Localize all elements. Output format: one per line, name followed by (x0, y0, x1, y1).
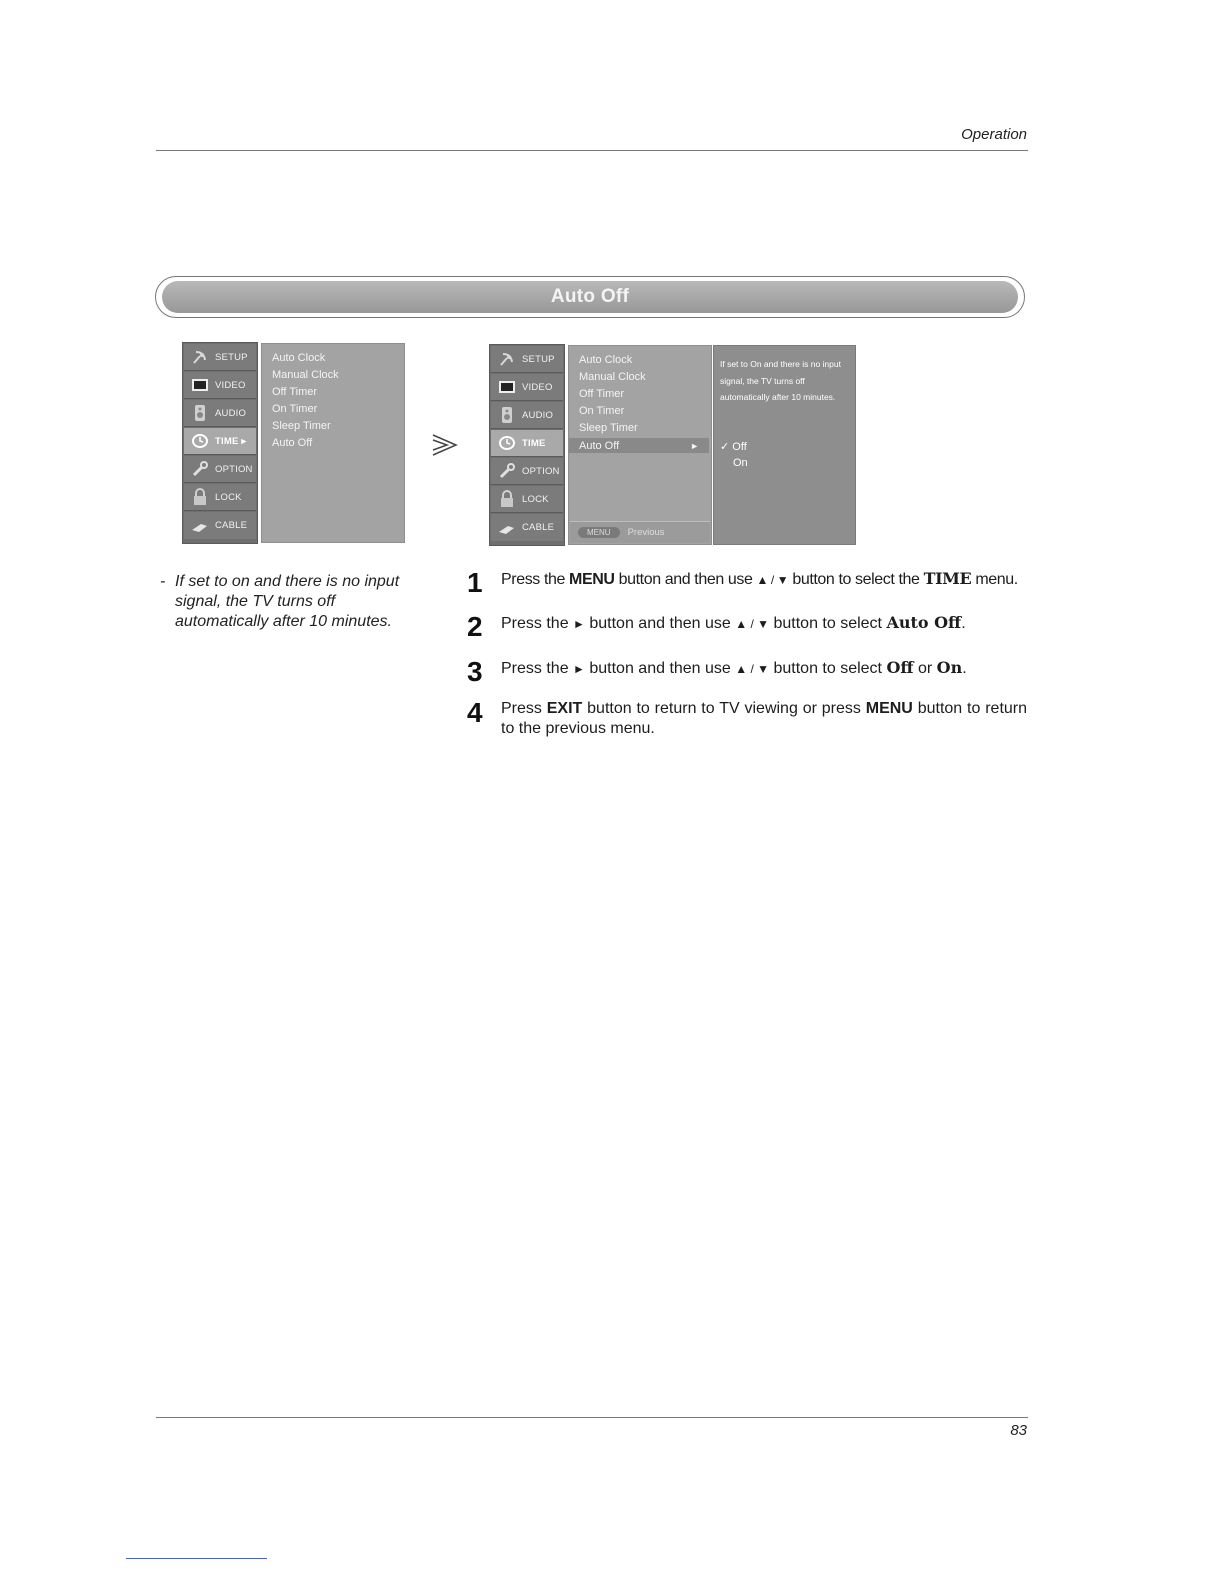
next-step-arrow-icon (430, 432, 460, 463)
menu-item: Sleep Timer (579, 422, 638, 434)
osd-category-lock: LOCK (491, 486, 563, 513)
arrow-right-icon: ► (573, 662, 585, 676)
osd-category-column (489, 344, 565, 546)
osd-category-column (182, 342, 258, 544)
step-number: 2 (467, 611, 483, 642)
clock-icon (498, 434, 516, 452)
padlock-icon (498, 490, 516, 508)
osd-category-video: VIDEO (184, 372, 256, 399)
section-header: Operation (961, 126, 1027, 143)
step-number: 1 (467, 567, 483, 598)
osd-menu-time (182, 342, 406, 544)
cable-plug-icon (191, 517, 209, 535)
side-note: - If set to on and there is no input signal, the TV turns off automatically after 10 minutes. (160, 572, 430, 632)
osd-category-video: VIDEO (491, 374, 563, 401)
osd-category-setup: SETUP (491, 346, 563, 373)
option-off: ✓ Off (720, 441, 747, 453)
step-2 (467, 611, 1027, 642)
side-note-text: If set to on and there is no input signal, the TV turns off automatically after 10 minutes. (175, 573, 400, 630)
step-number: 3 (467, 656, 483, 687)
footer-rule (156, 1417, 1028, 1418)
menu-item: Manual Clock (272, 369, 339, 381)
menu-item: Auto Off (272, 437, 313, 449)
up-down-arrow-icon: ▲ / ▼ (735, 617, 770, 631)
osd-category-option: OPTION (491, 458, 563, 485)
step-text: Press the MENU button and then use ▲ / ▼ button to select the TIME menu. (501, 569, 1018, 588)
osd-category-cable: CABLE (491, 514, 563, 541)
padlock-icon (191, 488, 209, 506)
osd-category-time: TIME ▸ (184, 428, 256, 455)
step-number: 4 (467, 697, 483, 728)
option-on: On (733, 457, 748, 469)
tv-screen-icon (191, 376, 209, 394)
menu-item: Auto Clock (579, 354, 633, 366)
footer-link-underline (126, 1558, 267, 1559)
step-text: Press the ► button and then use ▲ / ▼ button to select Auto Off. (501, 613, 966, 632)
section-title: Auto Off (550, 286, 630, 307)
step-4 (467, 699, 1027, 739)
menu-item: On Timer (579, 405, 625, 417)
wrench-icon (498, 462, 516, 480)
osd-category-lock: LOCK (184, 484, 256, 511)
osd-category-cable: CABLE (184, 512, 256, 539)
step-text: Press the ► button and then use ▲ / ▼ button to select Off or On. (501, 658, 967, 677)
page-number: 83 (1010, 1422, 1027, 1439)
osd-category-time: TIME (491, 430, 563, 457)
clock-icon (191, 432, 209, 450)
osd-category-audio: AUDIO (184, 400, 256, 427)
up-down-arrow-icon: ▲ / ▼ (735, 662, 770, 676)
osd-time-submenu (261, 343, 405, 543)
arrow-right-icon: ► (573, 617, 585, 631)
cable-plug-icon (498, 519, 516, 537)
header-rule (156, 150, 1028, 151)
osd-category-setup: SETUP (184, 344, 256, 371)
speaker-icon (191, 404, 209, 422)
checkmark-icon: ✓ (720, 441, 730, 453)
menu-item: Sleep Timer (272, 420, 331, 432)
speaker-icon (498, 406, 516, 424)
step-3 (467, 656, 1027, 687)
osd-time-submenu (568, 345, 712, 545)
arrow-right-icon: ► (690, 440, 699, 451)
osd-footer (570, 521, 710, 543)
menu-item: Manual Clock (579, 371, 646, 383)
section-title-banner (155, 276, 1025, 318)
up-down-arrow-icon: ▲ / ▼ (756, 573, 789, 587)
previous-label: Previous (627, 527, 665, 538)
menu-item: On Timer (272, 403, 318, 415)
tv-screen-icon (498, 378, 516, 396)
menu-key-pill: MENU (578, 527, 620, 538)
menu-item: Auto Clock (272, 352, 326, 364)
osd-info-panel (713, 345, 856, 545)
satellite-dish-icon (191, 348, 209, 366)
osd-help-text: If set to On and there is no input signal, the TV turns off automatically after 10 minutes. (720, 359, 841, 403)
menu-item: Off Timer (272, 386, 318, 398)
osd-category-audio: AUDIO (491, 402, 563, 429)
step-1 (467, 567, 1027, 598)
wrench-icon (191, 460, 209, 478)
osd-menu-auto-off (489, 344, 857, 546)
menu-item-selected: Auto Off ► (569, 438, 709, 453)
step-text: Press EXIT button to return to TV viewing or press MENU button to return to the previous menu. (501, 700, 1028, 737)
osd-category-option: OPTION (184, 456, 256, 483)
satellite-dish-icon (498, 350, 516, 368)
menu-item: Off Timer (579, 388, 625, 400)
